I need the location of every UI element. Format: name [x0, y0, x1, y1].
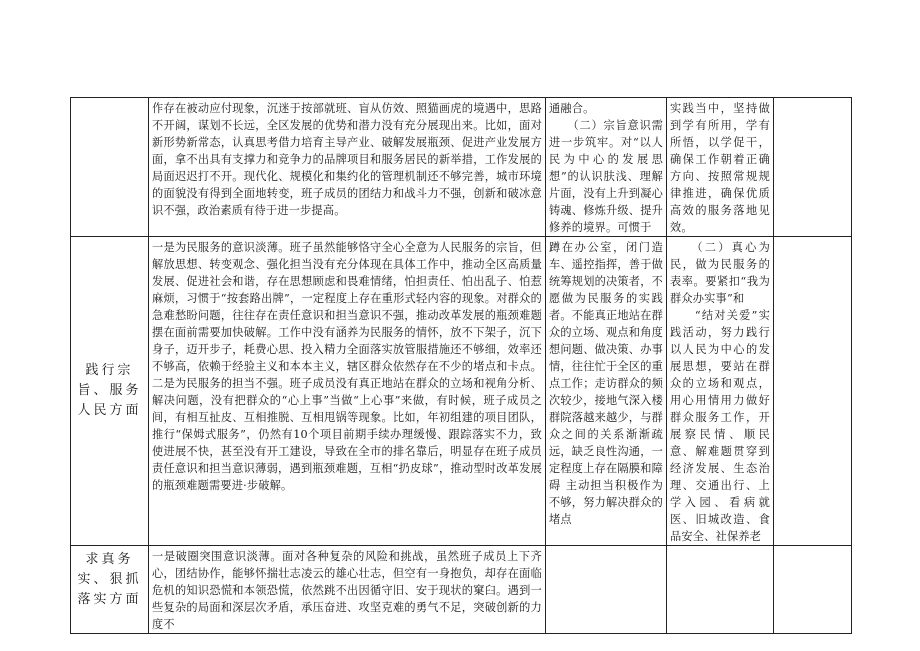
row-label-cell: [71, 546, 149, 634]
row-label-cell: [71, 237, 149, 546]
problem-text: 作存在被动应付现象，沉迷于按部就班、盲从仿效、照猫画虎的境遇中，思路不开阔，谋划不长远，全区发展的优势和潜力没有充分展现出来。比如，面对新形势新常态，认真思考借力培育主导产业、破解发展瓶颈、促进产业发展方面，拿不出具有支撑力和竞争力的品牌项目和服务居民的新举措，工作发展的局面迟迟打不开。现代化、规模化和集约化的管理机制还不够完善，城市环境的面貌没有得到全面地转变，班子成员的团结力和战斗力不强，创新和破冰意识不强，政治素质有待于进一步提高。: [152, 102, 542, 217]
measure-text: 实践当中，坚持做到学有所用，学有所悟，以学促干，确保工作朝着正确方向、按照常规规律推进，确保优质高效的服务落地见效。: [670, 102, 770, 234]
row-label: 践行宗旨、服务人民方面: [77, 363, 142, 418]
cause-text: 通融合。 （二）宗旨意识需进一步筑牢。对“以人民为中心的发展思想”的认识肤浅、理解片面，没有上升到凝心铸魂、修炼升级、提升修养的境界。可惯于: [549, 102, 663, 234]
remark-cell: [774, 546, 852, 634]
row-label: 求真务实、狠抓落实方面: [77, 552, 142, 607]
problem-cell: [149, 237, 546, 546]
cause-cell: [546, 237, 667, 546]
measure-cell: [667, 546, 774, 634]
measure-text: [667, 546, 773, 548]
cause-text: 蹲在办公室，闭门造车、遥控指挥，善于做统筹规划的决策者，不愿做为民服务的实践者。不能真正地站在群众的立场、观点和角度想问题、做决策、办事情，往往忙于全区的重点工作；走访群众的频次较少，接地气深入楼群院落越来越少，与群众之间的关系渐渐疏远，缺乏良性沟通，一定程度上存在隔膜和障碍 主动担当积极作为不够，努力解决群众的堵点: [549, 241, 663, 526]
table-row: [71, 546, 852, 634]
table-row: [71, 98, 852, 237]
table-row: [71, 237, 852, 546]
measure-cell: [667, 98, 774, 237]
row-label-cell: [71, 98, 149, 237]
cause-cell: [546, 98, 667, 237]
remark-cell: [774, 98, 852, 237]
problem-text: 一是为民服务的意识淡薄。班子虽然能够恪守全心全意为人民服务的宗旨，但解放思想、转变观念、强化担当没有充分体现在具体工作中，推动全区高质量发展、促进社会和谐，存在思想顾虑和畏难情绪，怕担责任、怕出乱子、怕惹麻烦，习惯于“按套路出牌”，一定程度上存在重形式轻内容的现象。对群众的急难愁盼问题，往往存在责任意识和担当意识不强，推动改革发展的瓶颈难题摆在面前需要加快破解。工作中没有涵养为民服务的情怀，放不下架子，沉下身子，迈开步子，耗费心思、投入精力全面落实放管服措施还不够细，效率还不够高，依赖于经验主义和本本主义，辖区群众依然存在不少的堵点和卡点。二是为民服务的担当不强。班子成员没有真正地站在群众的立场和视角分析、解决问题，没有把群众的“心上事”当做“上心事”来做，有时候，班子成员之间，有相互扯皮、互相推脱、互相甩锅等现象。比如，年初组建的项目团队，推行“保姆式服务”，仍然有10个项目前期手续办理缓慢、跟踪落实不力，致使进展不快，甚至没有开工建设，导致在全市的排名靠后，明显存在班子成员责任意识和担当意识薄弱，遇到瓶颈难题，互相“扔皮球”，推动型时改革发展的瓶颈难题需要进·步破解。: [152, 241, 542, 492]
measure-cell: [667, 237, 774, 546]
cause-cell: [546, 546, 667, 634]
problem-cell: [149, 546, 546, 634]
remark-cell: [774, 237, 852, 546]
measure-text: （二）真心为民，做为民服务的表率。要紧扣“我为群众办实事”和 “结对关爱”实践活动，努力践行以人民为中心的发展思想，要站在群众的立场和观点，用心用情用力做好群众服务工作，开展察民情、顺民意、解难题贯穿到经济发展、生态治理、交通出行、上学入园、看病就医、旧城改造、食品安全、社保养老: [670, 241, 770, 543]
problem-cell: [149, 98, 546, 237]
rectification-table: [70, 97, 852, 634]
cause-text: [546, 546, 666, 548]
problem-text: 一是破圈突围意识淡薄。面对各种复杂的风险和挑战，虽然班子成员上下齐心，团结协作，能够怀揣壮志凌云的雄心壮志，但空有一身抱负，却存在面临危机的知识恐慌和本领恐慌，依然跳不出因循守旧、安于现状的窠臼。遇到一些复杂的局面和深层次矛盾，承压奋进、攻坚克难的勇气不足，突破创新的力度不: [152, 550, 542, 631]
